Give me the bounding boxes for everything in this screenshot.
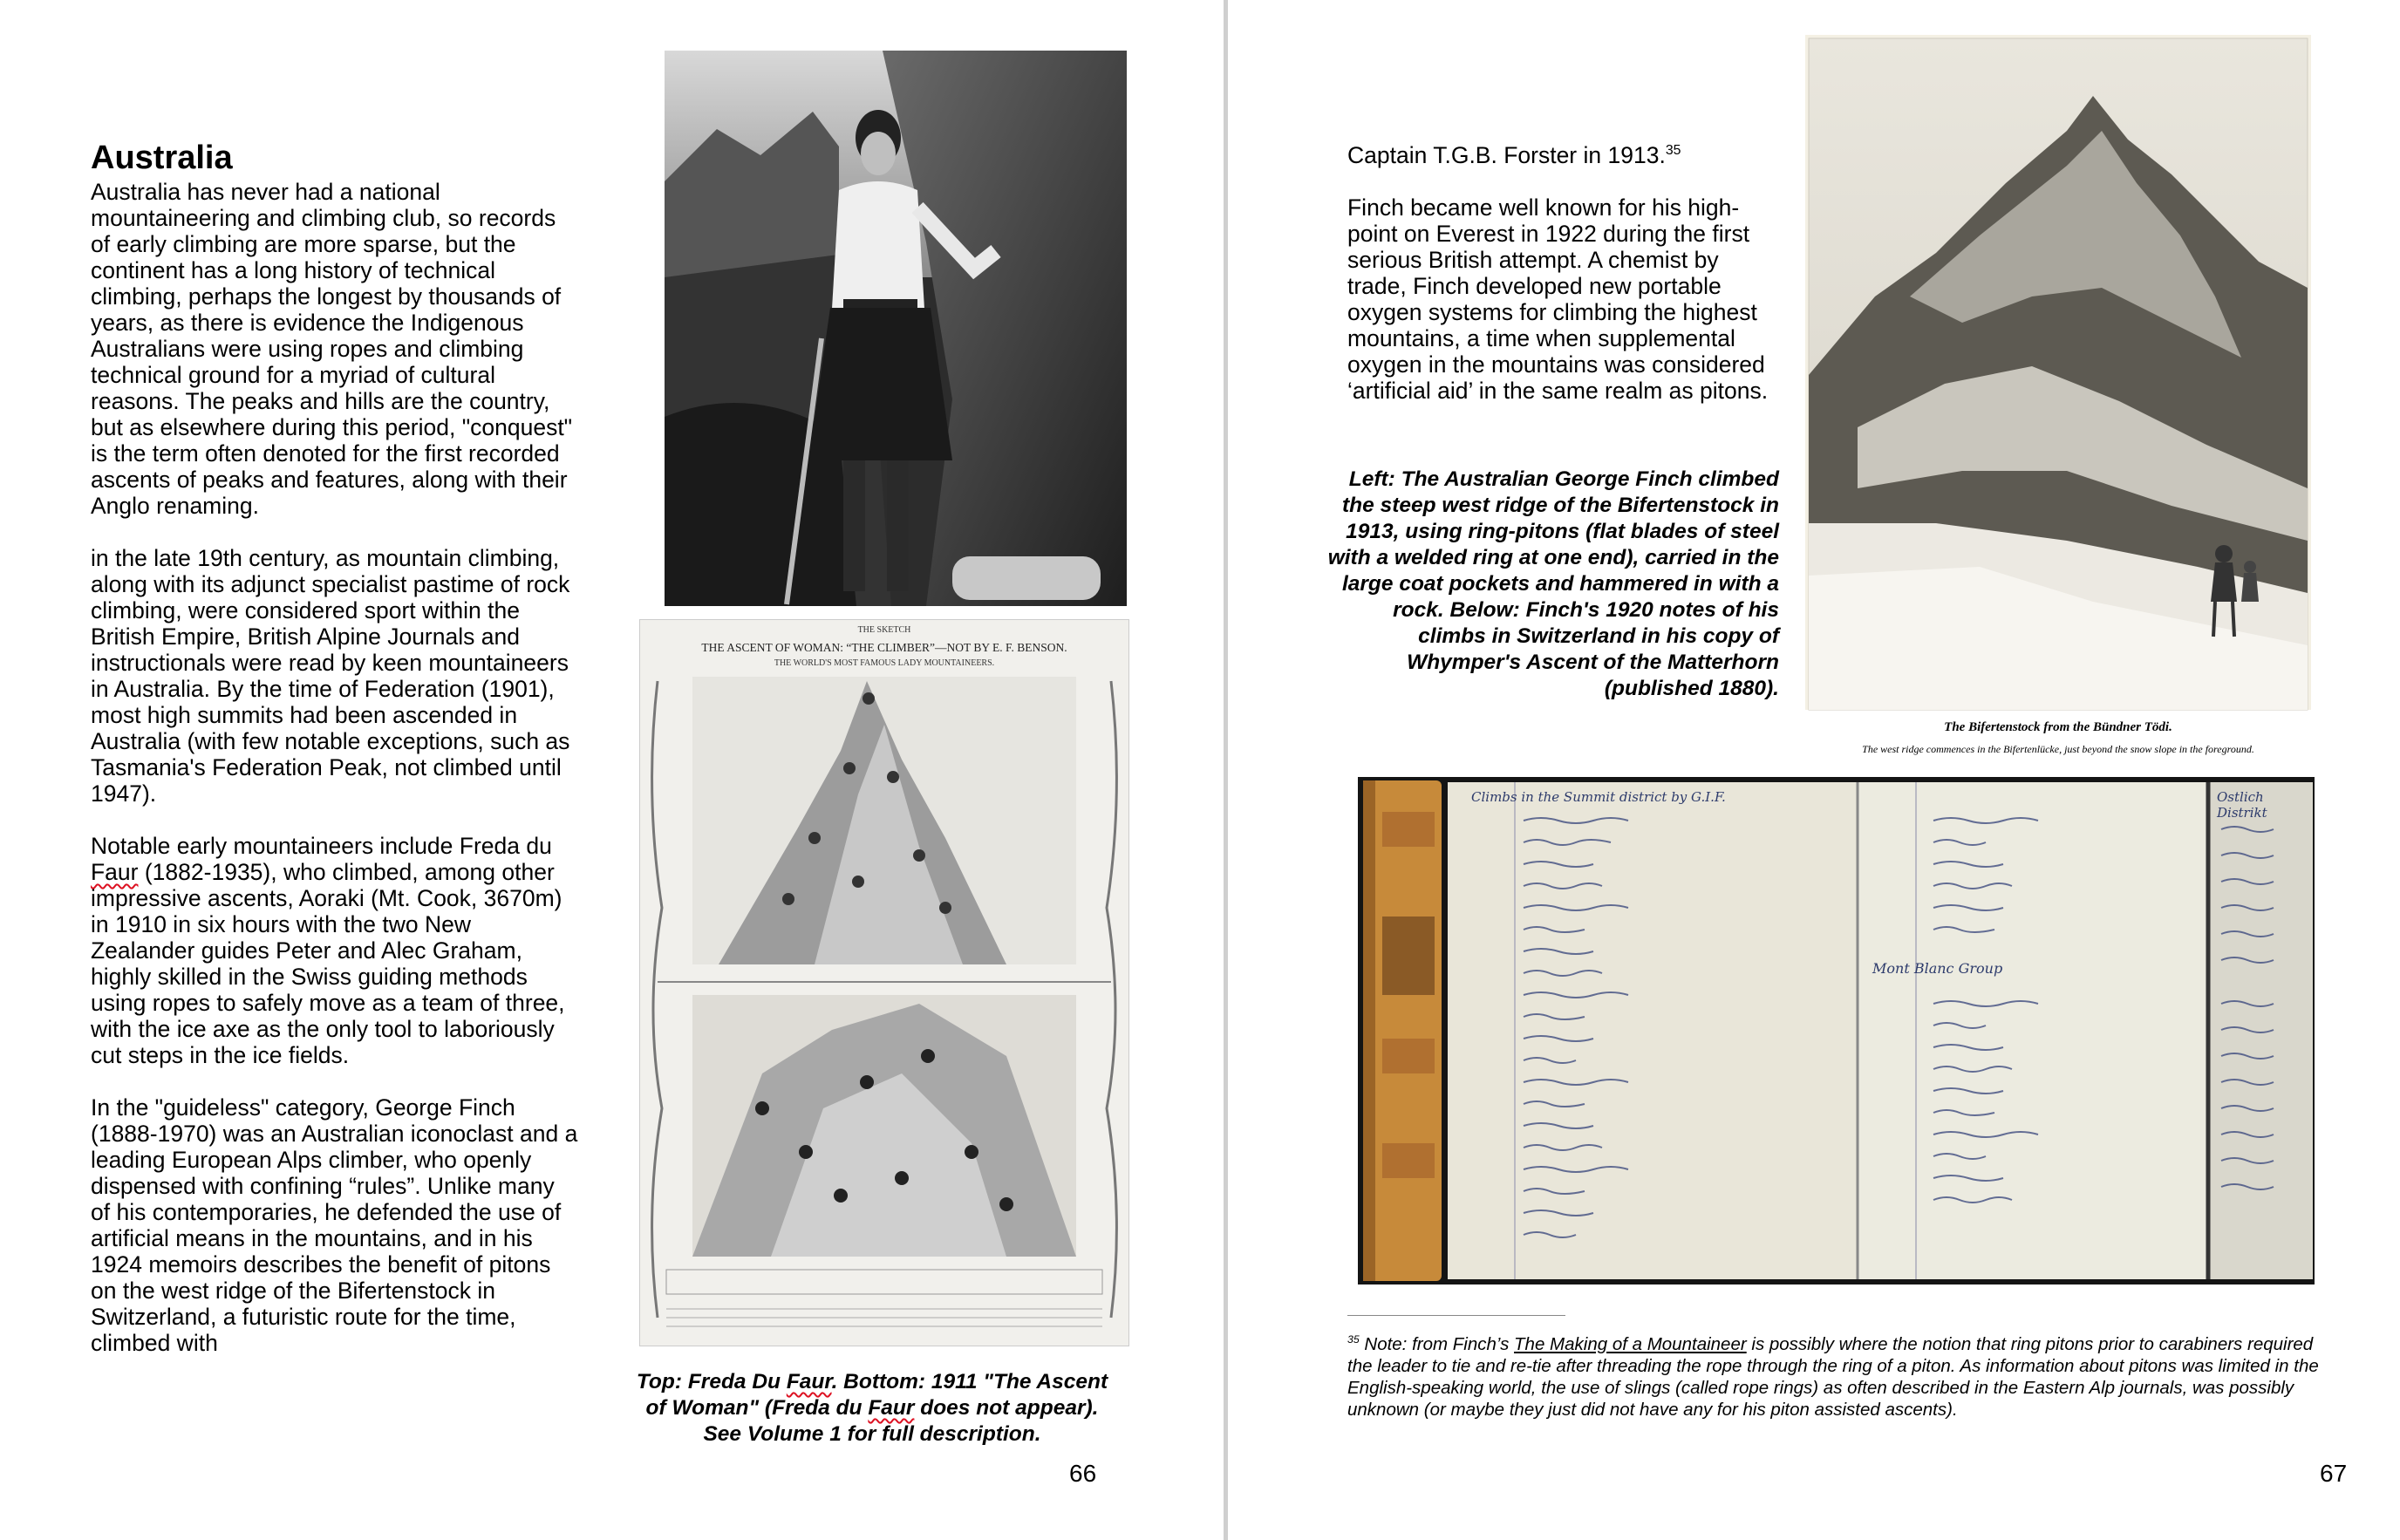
clipping-masthead: THE SKETCH: [857, 625, 911, 635]
spellcheck-word: Faur: [868, 1396, 915, 1420]
paragraph: Finch became well known for his high-point on Everest in 1922 during the first serious British attempt. A chemist by trade, Finch developed new portable oxygen systems for climbing the highest mountains, a time when supplemental oxygen in the mountains was considered ‘artificial aid’ in the same realm as pitons.: [1347, 194, 1769, 404]
plate-drawing: [1805, 35, 2311, 710]
freda-du-faur-photo: [665, 51, 1127, 606]
paragraph: in the late 19th century, as mountain climbing, along with its adjunct specialist pastime of rock climbing, were considered sport within the British Empire, British Alpine Journals and instructionals were read by keen mountaineers in Australia. By the time of Federation (1901), most high summits had been ascended in Australia (with few notable exceptions, such as Tasmania's Federation Peak, not climbed until 1947).: [91, 545, 570, 807]
ascent-of-woman-clipping: [639, 619, 1129, 1346]
plate-subtitle: The west ridge commences in the Bifertenlücke, just beyond the snow slope in the foreground.: [1862, 743, 2254, 755]
paragraph: [1347, 138, 1783, 168]
text-run: does not appear). See Volume 1 for full description.: [703, 1396, 1099, 1446]
footnote-ref[interactable]: 35: [1665, 143, 1681, 158]
paragraph: Australia has never had a national mountaineering and climbing club, so records of early climbing are more sparse, but the continent has a long history of technical climbing, perhaps the longest by thousands of years, as there is evidence the Indigenous Australians were using ropes and climbing technical ground for a myriad of cultural reasons. The peaks and hills are the country, but as elsewhere during this period, "conquest" is the term often denoted for the first recorded ascents of peaks and features, along with their Anglo renaming.: [91, 179, 573, 519]
text-run: Note: from Finch’s: [1359, 1333, 1515, 1354]
bifertenstock-plate: [1805, 35, 2311, 734]
notebook-header-right: Ostlich Distrikt: [2217, 789, 2267, 821]
handwriting-lines: [1358, 777, 2315, 1284]
footnote-number: 35: [1347, 1333, 1360, 1346]
footnote-rule: [1347, 1315, 1565, 1316]
left-body-text: [91, 179, 579, 1382]
page-number-right: 67: [2320, 1460, 2348, 1487]
section-heading: Australia: [91, 140, 233, 176]
finch-notebook-photo: [1358, 777, 2315, 1284]
spellcheck-word: Faur: [91, 859, 139, 885]
paragraph: In the "guideless" category, George Finch (1888-1970) was an Australian iconoclast and a leading European Alps climber, who openly dispensed with confining “rules”. Unlike many of his contemporaries, he defended the use of artificial means in the mountains, and in his 1924 memoirs describes the benefit of pitons on the west ridge of the Bifertenstock in Switzerland, a futuristic route for the time, climbed with: [91, 1094, 578, 1356]
paragraph: [91, 833, 579, 1068]
photo-caption-left: [628, 1369, 1116, 1448]
text-run: (1882-1935), who climbed, among other impressive ascents, Aoraki (Mt. Cook, 3670m) in 1910 in six hours with the two New Zealander guides Peter and Alec Graham, highly skilled in the Swiss guiding methods using ropes to safely move as a team of three, with the ice axe as the only tool to laboriously cut steps in the ice fields.: [91, 859, 565, 1068]
photo-caption-right: Left: The Australian George Finch climbed the steep west ridge of the Bifertenstock in 1913, using ring-pitons (flat blades of steel with a welded ring at one end), carried in the large coat pockets and hammered in with a rock. Below: Finch's 1920 notes of his climbs in Switzerland in his copy of Whymper's Ascent of the Matterhorn (published 1880).: [1327, 467, 1779, 700]
clipping-title: THE ASCENT OF WOMAN: “THE CLIMBER”—NOT BY E. F. BENSON.: [701, 641, 1067, 654]
page-number-left: 66: [1069, 1460, 1097, 1487]
clipping-subtitle: THE WORLD'S MOST FAMOUS LADY MOUNTAINEERS.: [774, 658, 995, 668]
notebook-header-mid: Mont Blanc Group: [1872, 960, 2003, 977]
clipping-illustration: [640, 620, 1128, 1346]
photo-drawing: [665, 51, 1127, 606]
right-body-text: [1347, 138, 1783, 430]
plate-title: The Bifertenstock from the Bündner Tödi.: [1944, 720, 2172, 734]
text-run: Captain T.G.B. Forster in 1913.: [1347, 141, 1666, 168]
text-run: . Bottom: 1911 "The Ascent of Woman" (Freda du: [645, 1370, 1108, 1420]
footnote: [1347, 1329, 2324, 1421]
text-run: Notable early mountaineers include Freda du: [91, 833, 552, 859]
notebook-header-left: Climbs in the Summit district by G.I.F.: [1471, 789, 1726, 805]
spellcheck-word: Faur: [786, 1370, 832, 1393]
text-run: Top: Freda Du: [636, 1370, 787, 1393]
book-title: The Making of a Mountaineer: [1514, 1333, 1747, 1354]
text-run: is possibly where the notion that ring pitons prior to carabiners required the leader to tie and re-tie after threading the rope through the ring of a piton. As information about pitons was limited in the English-speaking world, the use of slings (called rope rings) as often described in the Eastern Alp journals, was possibly unknown (or maybe they just did not have any for his piton assisted ascents).: [1347, 1333, 2319, 1420]
